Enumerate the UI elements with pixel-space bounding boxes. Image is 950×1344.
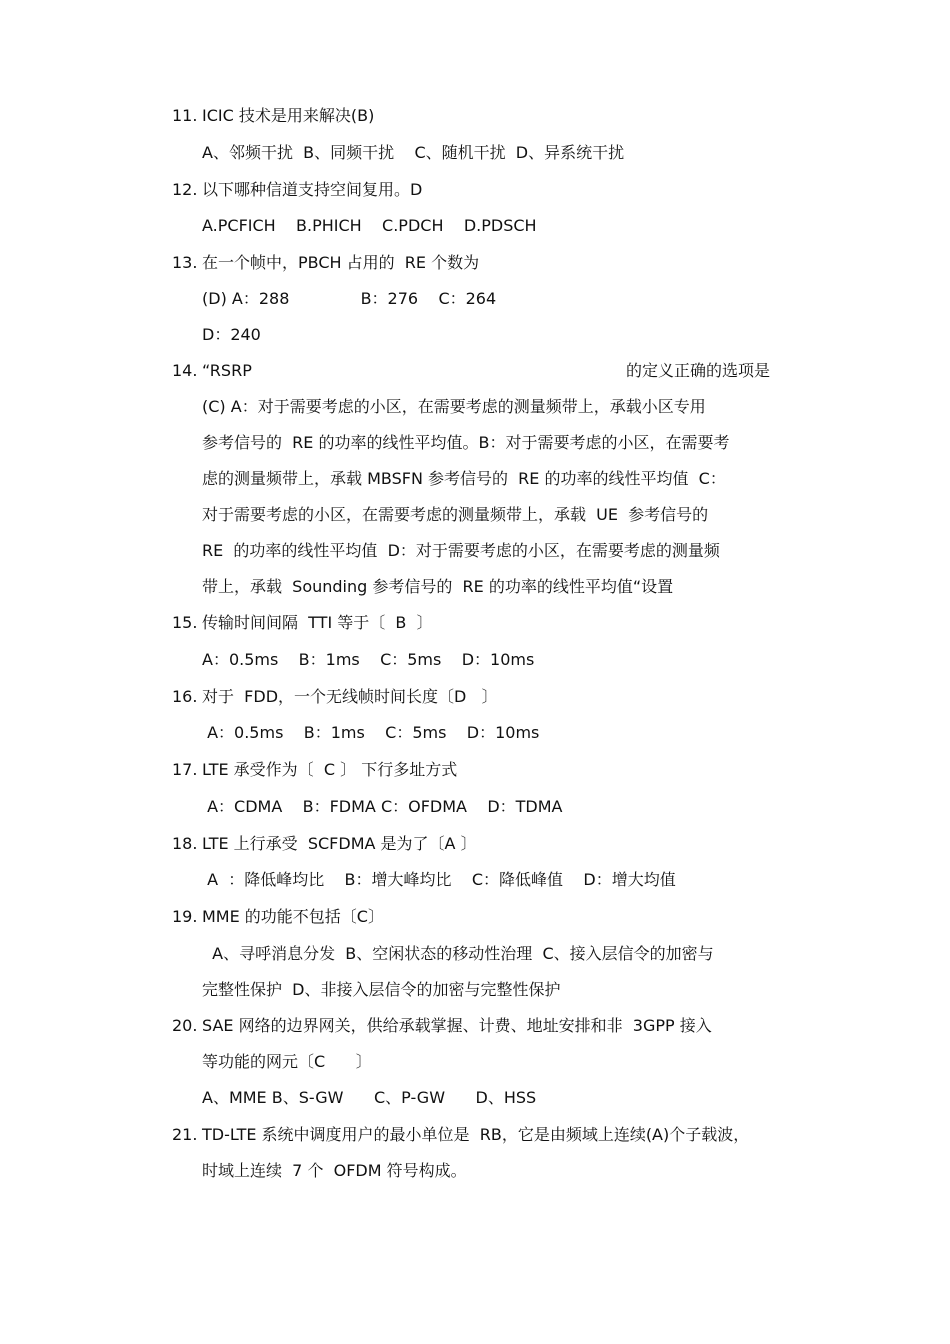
question-16-text: 对于 FDD，一个无线帧时间长度〔D 〕: [202, 687, 498, 706]
question-19-text: MME 的功能不包括〔C〕: [202, 907, 384, 926]
question-12-number: 12.: [172, 180, 198, 199]
question-17-number: 17.: [172, 760, 198, 779]
question-14-line-7: 带上，承载 Sounding 参考信号的 RE 的功率的线性平均值“设置: [202, 577, 674, 596]
question-14-line-2: (C) A：对于需要考虑的小区，在需要考虑的测量频带上，承载小区专用: [202, 397, 706, 416]
question-11-text: ICIC 技术是用来解决(B): [202, 106, 375, 125]
question-20-options: A、MME B、S-GW C、P-GW D、HSS: [202, 1088, 537, 1107]
question-17-text: LTE 承受作为〔 C 〕 下行多址方式: [202, 760, 458, 779]
question-14-number: 14.: [172, 361, 198, 380]
question-17-options: A：CDMA B：FDMA C：OFDMA D：TDMA: [202, 797, 563, 816]
question-20-number: 20.: [172, 1016, 198, 1035]
question-19-number: 19.: [172, 907, 198, 926]
question-19-options-cont: 完整性保护 D、非接入层信令的加密与完整性保护: [202, 980, 561, 999]
question-11-number: 11.: [172, 106, 198, 125]
question-13-options-cont: D：240: [202, 325, 261, 344]
question-21-number: 21.: [172, 1125, 198, 1144]
question-14-line-6: RE 的功率的线性平均值 D：对于需要考虑的小区，在需要考虑的测量频: [202, 541, 720, 560]
question-15-text: 传输时间间隔 TTI 等于〔 B 〕: [202, 613, 433, 632]
question-13-options: (D) A：288 B：276 C：264: [202, 289, 497, 308]
question-18-number: 18.: [172, 834, 198, 853]
question-21-text: TD-LTE 系统中调度用户的最小单位是 RB，它是由频域上连续(A)个子载波，: [202, 1125, 750, 1144]
question-15-number: 15.: [172, 613, 198, 632]
question-13-text: 在一个帧中，PBCH 占用的 RE 个数为: [202, 253, 480, 272]
question-19-options: A、寻呼消息分发 B、空闲状态的移动性治理 C、接入层信令的加密与: [202, 944, 714, 963]
question-13-number: 13.: [172, 253, 198, 272]
question-11-options: A、邻频干扰 B、同频干扰 C、随机干扰 D、异系统干扰: [202, 143, 625, 162]
question-14-line-4: 虑的测量频带上，承载 MBSFN 参考信号的 RE 的功率的线性平均值 C：: [202, 469, 726, 488]
question-12-options: A.PCFICH B.PHICH C.PDCH D.PDSCH: [202, 216, 537, 235]
question-18-options: A ：降低峰均比 B：增大峰均比 C：降低峰值 D：增大均值: [202, 870, 676, 889]
question-16-options: A：0.5ms B：1ms C：5ms D：10ms: [202, 723, 540, 742]
question-14-line-3: 参考信号的 RE 的功率的线性平均值。B：对于需要考虑的小区，在需要考: [202, 433, 730, 452]
question-20-text-cont: 等功能的网元〔C 〕: [202, 1052, 372, 1071]
question-15-options: A：0.5ms B：1ms C：5ms D：10ms: [202, 650, 535, 669]
question-12-text: 以下哪种信道支持空间复用。D: [202, 180, 423, 199]
question-14-text: “RSRP: [202, 361, 252, 380]
question-20-text: SAE 网络的边界网关，供给承载掌握、计费、地址安排和非 3GPP 接入: [202, 1016, 712, 1035]
question-14-text-right: 的定义正确的选项是: [626, 361, 771, 380]
question-16-number: 16.: [172, 687, 198, 706]
question-14-line-5: 对于需要考虑的小区，在需要考虑的测量频带上，承载 UE 参考信号的: [202, 505, 709, 524]
question-18-text: LTE 上行承受 SCFDMA 是为了〔A 〕: [202, 834, 477, 853]
question-21-text-cont: 时域上连续 7 个 OFDM 符号构成。: [202, 1161, 467, 1180]
